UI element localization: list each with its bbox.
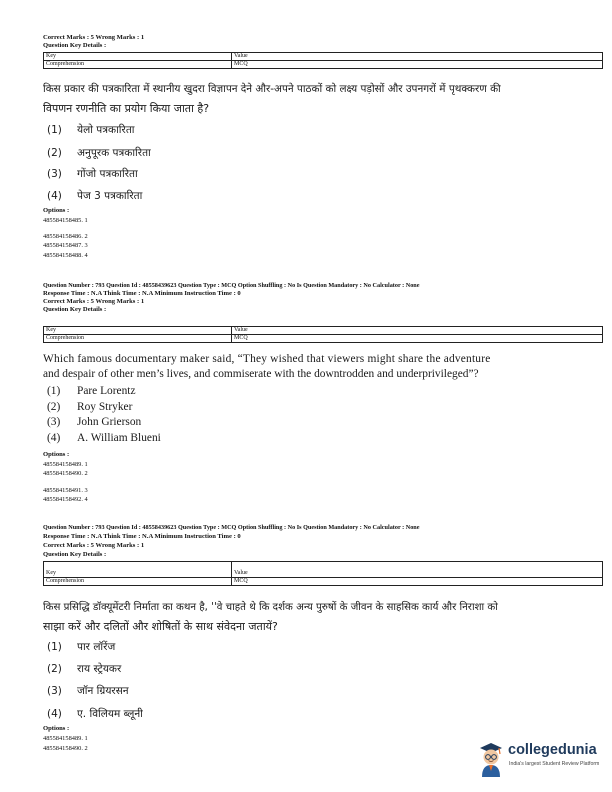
q1-question-line: विपणन रणनीति का प्रयोग किया जाता है? xyxy=(43,102,210,115)
q2-marks: Correct Marks : 5 Wrong Marks : 1 xyxy=(43,298,145,305)
q3-question-line: किस प्रसिद्धि डॉक्यूमेंटरी निर्माता का कथन है, ''वे चाहते थे कि दर्शक अन्य पुरुषों के जीवन के साहसिक कार्य और निराशा को xyxy=(43,602,498,613)
q1-options-label: Options : xyxy=(43,207,70,214)
q2-option-id: 485584158492. 4 xyxy=(43,496,88,503)
value-header: Value xyxy=(232,327,603,335)
q2-option-3: (3) John Grierson xyxy=(47,416,142,428)
logo-tagline: India's largest Student Review Platform xyxy=(509,761,600,767)
q1-option-4: (4) पेज 3 पत्रकारिता xyxy=(47,190,143,202)
q2-question-line: and despair of other men’s lives, and commiserate with the downtrodden and underprivileged”? xyxy=(43,368,479,380)
key-header: Key xyxy=(44,327,232,335)
q1-marks: Correct Marks : 5 Wrong Marks : 1 xyxy=(43,34,145,41)
q3-question-text xyxy=(43,598,603,636)
table-row xyxy=(44,562,603,578)
key-cell: Comprehension xyxy=(44,578,232,586)
value-cell: MCQ xyxy=(232,61,603,69)
q3-header-line: Response Time : N.A Think Time : N.A Minimum Instruction Time : 0 xyxy=(43,533,241,540)
q3-header-line: Question Number : 793 Question Id : 48558439623 Question Type : MCQ Option Shuffling : No Is Question Mandatory : No Calculator : None xyxy=(43,524,420,531)
q3-option-4: (4) ए. विलियम ब्लूनी xyxy=(47,708,143,720)
q3-option-id: 485584158489. 1 xyxy=(43,735,88,742)
q2-option-id: 485584158490. 2 xyxy=(43,470,88,477)
q2-key-details-label: Question Key Details : xyxy=(43,306,107,313)
q2-option-2: (2) Roy Stryker xyxy=(47,401,133,413)
q2-option-id: 485584158489. 1 xyxy=(43,461,88,468)
q3-option-1: (1) पार लॉरेंज xyxy=(47,641,116,653)
q1-key-details-label: Question Key Details : xyxy=(43,42,107,49)
key-cell: Comprehension xyxy=(44,61,232,69)
q1-option-1: (1) येलो पत्रकारिता xyxy=(47,124,135,136)
q3-option-3: (3) जॉन ग्रियरसन xyxy=(47,685,129,697)
table-row xyxy=(44,53,603,61)
table-row xyxy=(44,578,603,586)
value-header: Value xyxy=(232,562,603,578)
value-cell: MCQ xyxy=(232,335,603,343)
table-row xyxy=(44,61,603,69)
q1-option-2: (2) अनुपूरक पत्रकारिता xyxy=(47,147,151,159)
logo-name: collegedunia xyxy=(508,742,597,758)
q1-question-text xyxy=(43,80,603,118)
q2-option-1: (1) Pare Lorentz xyxy=(47,385,136,397)
q2-header-line: Response Time : N.A Think Time : N.A Minimum Instruction Time : 0 xyxy=(43,290,241,297)
q3-question-line: साझा करें और दलितों और शोषितों के साथ संवेदना जतायें? xyxy=(43,620,278,633)
q1-option-id: 485584158486. 2 xyxy=(43,233,88,240)
q3-marks: Correct Marks : 5 Wrong Marks : 1 xyxy=(43,542,145,549)
collegedunia-logo xyxy=(476,740,606,780)
q1-option-id: 485584158488. 4 xyxy=(43,252,88,259)
table-row xyxy=(44,327,603,335)
value-header: Value xyxy=(232,53,603,61)
q2-question-text xyxy=(43,352,608,382)
q2-option-id: 485584158491. 3 xyxy=(43,487,88,494)
q1-question-line: किस प्रकार की पत्रकारिता में स्थानीय खुदरा विज्ञापन देने और-अपने पाठकों को लक्ष्य पड़ोसों और उपनगरों में पृथक्करण की xyxy=(43,83,501,95)
q2-options-label: Options : xyxy=(43,451,70,458)
q3-option-id: 485584158490. 2 xyxy=(43,745,88,752)
key-header: Key xyxy=(44,562,232,578)
q1-option-3: (3) गोंजो पत्रकारिता xyxy=(47,168,138,180)
q1-option-id: 485584158485. 1 xyxy=(43,217,88,224)
table-row xyxy=(44,335,603,343)
mascot-icon xyxy=(476,740,506,778)
q2-option-4: (4) A. William Blueni xyxy=(47,432,161,444)
q2-key-table xyxy=(43,326,603,343)
q3-key-details-label: Question Key Details : xyxy=(43,551,107,558)
q1-key-table xyxy=(43,52,603,69)
q2-header-line: Question Number : 793 Question Id : 48558439623 Question Type : MCQ Option Shuffling : No Is Question Mandatory : No Calculator : None xyxy=(43,282,420,289)
q2-question-line: Which famous documentary maker said, “They wished that viewers might share the adventure xyxy=(43,353,491,365)
key-cell: Comprehension xyxy=(44,335,232,343)
q3-key-table xyxy=(43,561,603,586)
q3-options-label: Options : xyxy=(43,725,70,732)
q3-option-2: (2) राय स्ट्रेयकर xyxy=(47,663,122,675)
q1-option-id: 485584158487. 3 xyxy=(43,242,88,249)
key-header: Key xyxy=(44,53,232,61)
value-cell: MCQ xyxy=(232,578,603,586)
